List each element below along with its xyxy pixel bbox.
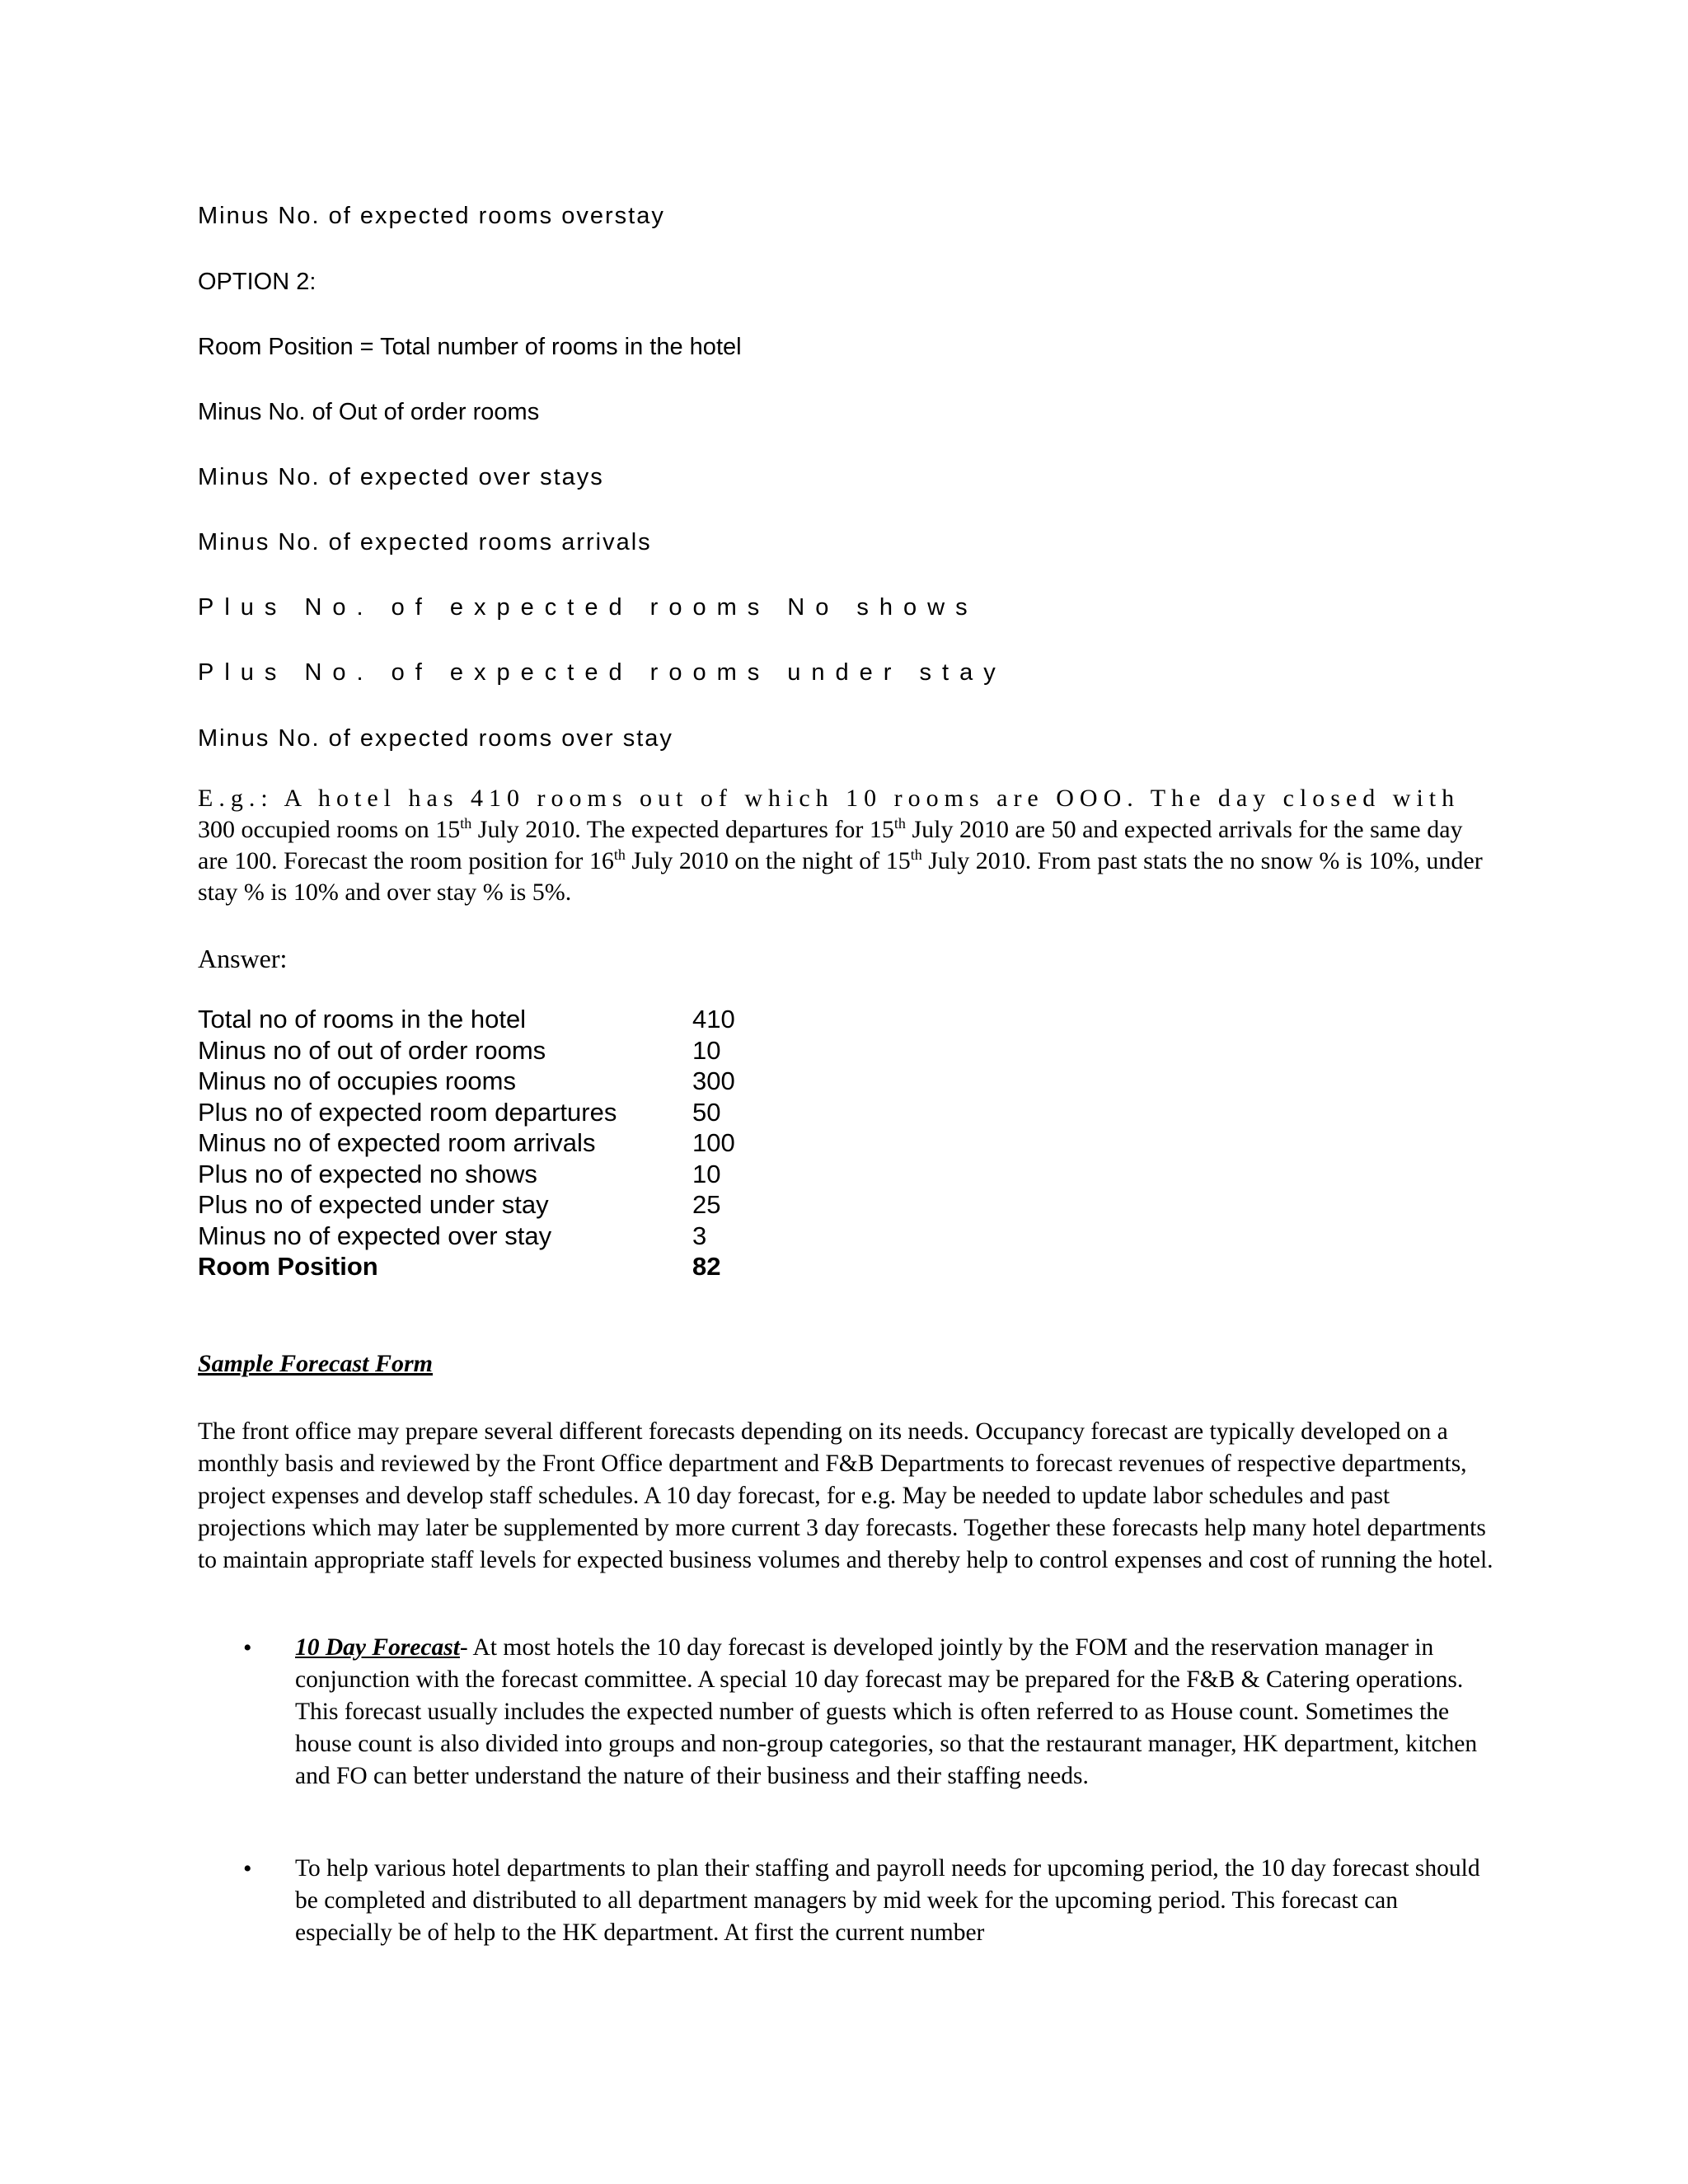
example-lead-line: E.g.: A hotel has 410 rooms out of which 10 rooms are OOO. The day closed with	[198, 785, 1461, 812]
table-row: Minus no of occupies rooms 300	[198, 1066, 735, 1095]
table-row: Minus no of expected over stay 3	[198, 1221, 707, 1250]
formula-line-over-stays: Minus No. of expected over stays	[198, 464, 604, 490]
example-body: 300 occupied rooms on 15th July 2010. The expected departures for 15th July 2010 are 50 and expected arrivals for the same day are 100. Forecast the room position for 16th July 2010 on the night of 15th July 2010. From past stats the no snow % is 10%, under stay % is 10% and over stay % is 5%.	[198, 815, 1483, 906]
table-row: Minus no of out of order rooms 10	[198, 1035, 721, 1065]
answer-label: Answer:	[198, 944, 288, 973]
formula-line-overstay: Minus No. of expected rooms overstay	[198, 203, 665, 229]
list-item-term: 10 Day Forecast	[295, 1634, 460, 1661]
formula-line-over-stay: Minus No. of expected rooms over stay	[198, 725, 673, 752]
option-heading: OPTION 2:	[198, 269, 316, 295]
table-row: Plus no of expected room departures 50	[198, 1097, 721, 1127]
answer-table	[198, 1004, 775, 1282]
table-row: Plus no of expected under stay 25	[198, 1190, 721, 1219]
formula-line-no-shows: Plus No. of expected rooms No shows	[198, 594, 978, 621]
formula-line-room-position: Room Position = Total number of rooms in the hotel	[198, 334, 742, 360]
formula-line-under-stay: Plus No. of expected rooms under stay	[198, 659, 1006, 686]
bullet-icon: •	[243, 1634, 252, 1661]
formula-line-arrivals: Minus No. of expected rooms arrivals	[198, 529, 652, 555]
formula-line-out-of-order: Minus No. of Out of order rooms	[198, 399, 540, 425]
list-item-text: To help various hotel departments to plan their staffing and payroll needs for upcoming period, the 10 day forecast should be completed and distributed to all department managers by mid week for the upcoming period. This forecast can especially be of help to the HK department. At first the current number	[295, 1855, 1480, 1946]
table-row: Minus no of expected room arrivals 100	[198, 1128, 735, 1157]
bullet-icon: •	[243, 1855, 252, 1882]
table-row: Plus no of expected no shows 10	[198, 1159, 721, 1188]
table-row: Total no of rooms in the hotel 410	[198, 1005, 735, 1033]
list-item-text: 10 Day Forecast- At most hotels the 10 day forecast is developed jointly by the FOM and the reservation manager in conjunction with the forecast committee. A special 10 day forecast may be prepared for the F&B & Catering operations. This forecast usually includes the expected number of guests which is often referred to as House count. Sometimes the house count is also divided into groups and non-group categories, so that the restaurant manager, HK department, kitchen and FO can better understand the nature of their business and their staffing needs.	[295, 1634, 1478, 1789]
body-paragraph: The front office may prepare several different forecasts depending on its needs. Occupancy forecast are typically developed on a monthly basis and reviewed by the Front Office department and F&B Departments to forecast revenues of respective departments, project expenses and develop staff schedules. A 10 day forecast, for e.g. May be needed to update labor schedules and past projections which may later be supplemented by more current 3 day forecasts. Together these forecasts help many hotel departments to maintain appropriate staff levels for expected business volumes and thereby help to control expenses and cost of running the hotel.	[198, 1418, 1493, 1573]
example-paragraph	[198, 783, 1484, 908]
section-heading: Sample Forecast Form	[198, 1350, 434, 1377]
table-row-total: Room Position 82	[198, 1252, 721, 1281]
